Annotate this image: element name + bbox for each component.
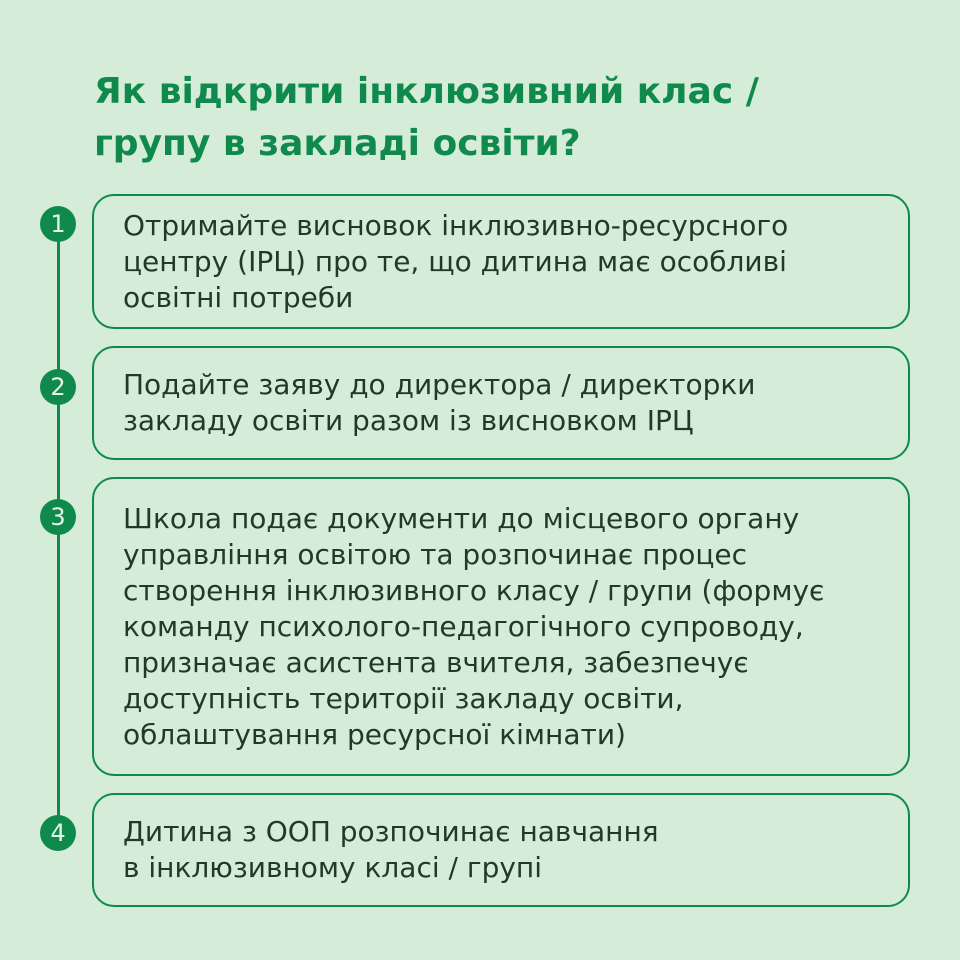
step-2-line-2: закладу освіти разом із висновком ІРЦ [123,404,694,437]
step-1-line-2: центру (ІРЦ) про те, що дитина має особливі [123,244,787,278]
step-3-line-1: Школа подає документи до місцевого органу [123,501,800,535]
step-2-number: 2 [40,369,76,405]
step-3-line-3: створення інклюзивного класу / групи (формує [123,573,825,607]
step-1-line-3: освітні потреби [123,280,354,314]
step-2-line-1: Подайте заяву до директора / директорки [123,368,756,401]
step-3-line-4: команду психолого-педагогічного супроводу, [123,609,804,643]
step-4-line-2: в інклюзивному класі / групі [123,851,543,884]
step-3-number: 3 [40,499,76,535]
page-title [94,66,894,170]
title-line-1: Як відкрити інклюзивний клас / [94,71,759,112]
step-3-text [123,501,824,753]
step-4-text [123,814,659,886]
step-1-card [92,194,910,329]
step-4-card [92,793,910,907]
step-4-number: 4 [40,815,76,851]
step-1-number: 1 [40,206,76,242]
step-1-text [123,208,788,316]
step-1-line-1: Отримайте висновок інклюзивно-ресурсного [123,208,789,242]
step-3-line-7: облаштування ресурсної кімнати) [123,717,626,751]
step-2-card [92,346,910,460]
step-3-line-5: призначає асистента вчителя, забезпечує [123,645,749,679]
step-3-line-6: доступність території закладу освіти, [123,681,684,715]
step-3-card [92,477,910,776]
step-4-line-1: Дитина з ООП розпочинає навчання [123,815,659,848]
title-line-2: групу в закладі освіти? [94,123,581,164]
step-3-line-2: управління освітою та розпочинає процес [123,537,748,571]
step-2-text [123,367,755,439]
